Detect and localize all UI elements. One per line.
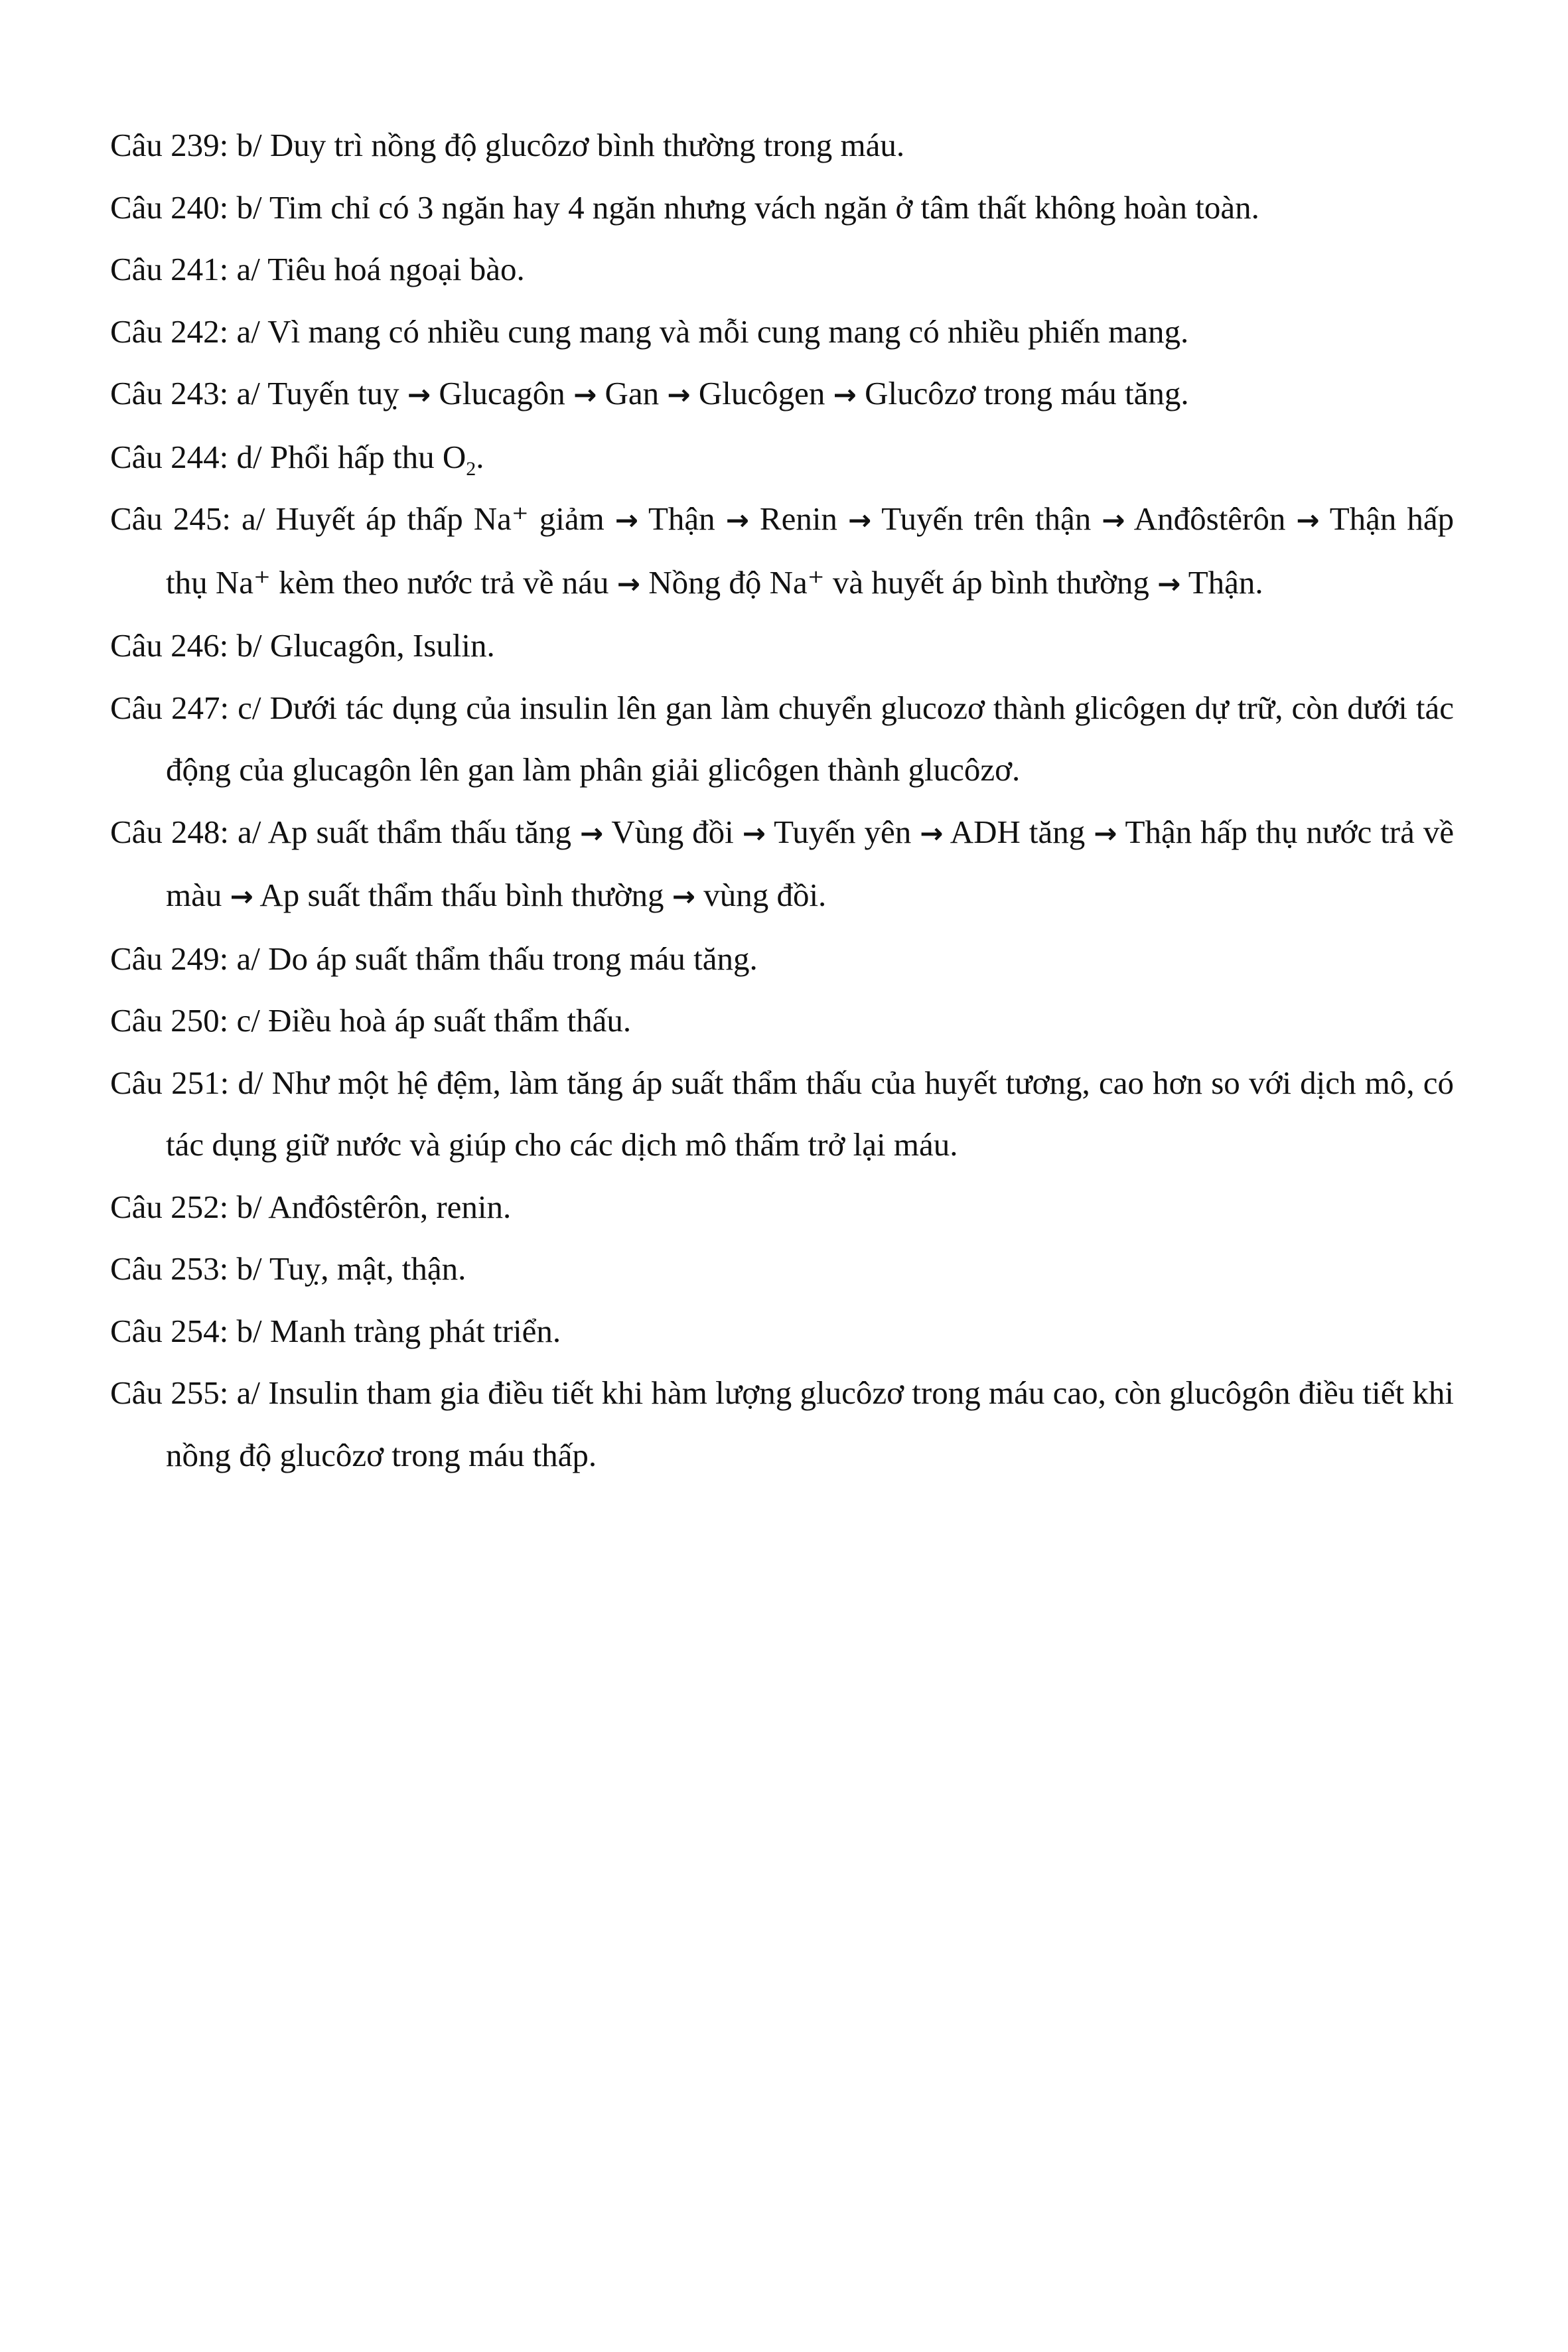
answer-number: Câu 248:: [110, 813, 230, 850]
arrow-icon: →: [616, 567, 640, 600]
answer-number: Câu 246:: [110, 627, 229, 664]
arrow-icon: →: [1102, 504, 1125, 536]
answer-text: b/ Tim chỉ có 3 ngăn hay 4 ngăn nhưng vách ngăn ở tâm thất không hoàn toàn.: [236, 188, 1259, 226]
answer-part: a/ Tuyến tuỵ: [236, 375, 399, 411]
arrow-icon: →: [580, 816, 604, 849]
answer-part: a/ Ap suất thẩm thấu tăng: [238, 813, 572, 850]
answer-text: a/ Insulin tham gia điều tiết khi hàm lượng glucôzơ trong máu cao, còn glucôgôn điều tiết khi nồng độ glucôzơ trong máu thấp.: [166, 1374, 1454, 1473]
answer-part: Gan: [605, 375, 660, 411]
answer-246: [110, 615, 1454, 677]
answer-part: vùng đồi.: [703, 877, 827, 913]
answer-240: [110, 177, 1454, 239]
answer-part: ADH tăng: [950, 813, 1086, 850]
answer-number: Câu 239:: [110, 127, 229, 163]
arrow-icon: →: [1094, 816, 1117, 849]
answer-text: b/ Tuỵ, mật, thận.: [236, 1250, 466, 1287]
answer-list: [110, 114, 1454, 1486]
answer-number: Câu 245:: [110, 500, 232, 537]
arrow-icon: →: [742, 816, 766, 849]
answer-number: Câu 242:: [110, 313, 229, 350]
answer-text: b/ Glucagôn, Isulin.: [236, 627, 495, 664]
answer-244: [110, 426, 1454, 488]
answer-number: Câu 250:: [110, 1002, 229, 1039]
answer-part: Renin: [759, 500, 837, 537]
answer-number: Câu 241:: [110, 251, 229, 287]
answer-248: [110, 801, 1454, 928]
arrow-icon: →: [1296, 504, 1320, 536]
answer-251: [110, 1052, 1454, 1176]
answer-247: [110, 677, 1454, 801]
arrow-icon: →: [407, 378, 431, 411]
answer-number: Câu 252:: [110, 1188, 229, 1225]
answer-text: a/ Tiêu hoá ngoại bào.: [236, 251, 525, 287]
answer-text-main: d/ Phổi hấp thu O: [236, 438, 466, 475]
answer-250: [110, 990, 1454, 1052]
answer-252: [110, 1176, 1454, 1238]
answer-253: [110, 1238, 1454, 1300]
arrow-icon: →: [725, 504, 749, 536]
answer-part: Anđôstêrôn: [1133, 500, 1286, 537]
answer-255: [110, 1362, 1454, 1486]
answer-part: Tuyến yên: [774, 813, 912, 850]
answer-text: [236, 438, 484, 480]
answer-part: Glucôzơ trong máu tăng.: [865, 375, 1189, 411]
arrow-icon: →: [833, 378, 857, 411]
answer-part: Thận: [648, 500, 715, 537]
answer-text: c/ Điều hoà áp suất thẩm thấu.: [236, 1002, 632, 1039]
answer-number: Câu 249:: [110, 940, 229, 977]
answer-part: Thận hấp thụ nước trả về màu: [166, 813, 1455, 913]
answer-part: Glucôgen: [698, 375, 825, 411]
arrow-icon: →: [1157, 567, 1181, 600]
answer-part: Vùng đồi: [611, 813, 734, 850]
arrow-icon: →: [230, 880, 253, 913]
answer-245: [110, 488, 1454, 615]
arrow-icon: →: [573, 378, 597, 411]
answer-number: Câu 244:: [110, 438, 229, 475]
answer-number: Câu 240:: [110, 188, 229, 226]
answer-241: [110, 238, 1454, 301]
answer-part: Glucagôn: [439, 375, 565, 411]
answer-number: Câu 247:: [110, 689, 230, 726]
answer-part: Ap suất thẩm thấu bình thường: [259, 877, 664, 913]
answer-text: a/ Vì mang có nhiều cung mang và mỗi cung mang có nhiều phiến mang.: [236, 313, 1189, 350]
answer-part: Thận hấp thụ Na⁺ kèm theo nước trả về náu: [166, 500, 1455, 601]
arrow-icon: →: [672, 880, 695, 913]
answer-text: b/ Anđôstêrôn, renin.: [236, 1188, 512, 1225]
answer-254: [110, 1300, 1454, 1362]
answer-239: [110, 114, 1454, 177]
answer-text: c/ Dưới tác dụng của insulin lên gan làm chuyển glucozơ thành glicôgen dự trữ, còn dưới tác động của glucagôn lên gan làm phân giải glicôgen thành glucôzơ.: [166, 689, 1455, 788]
answer-text: a/ Do áp suất thẩm thấu trong máu tăng.: [236, 940, 758, 977]
answer-text-end: .: [476, 438, 484, 475]
subscript: 2: [466, 457, 476, 480]
arrow-icon: →: [920, 816, 944, 849]
arrow-icon: →: [614, 504, 638, 536]
arrow-icon: →: [847, 504, 872, 536]
answer-part: a/ Huyết áp thấp Na⁺ giảm: [242, 500, 605, 537]
answer-text: b/ Duy trì nồng độ glucôzơ bình thường trong máu.: [236, 127, 905, 163]
answer-part: Nồng độ Na⁺ và huyết áp bình thường: [648, 563, 1149, 601]
answer-242: [110, 301, 1454, 363]
answer-part: Tuyến trên thận: [881, 500, 1092, 537]
answer-number: Câu 243:: [110, 375, 229, 411]
answer-text: d/ Như một hệ đệm, làm tăng áp suất thẩm thấu của huyết tương, cao hơn so với dịch mô, có tác dụng giữ nước và giúp cho các dịch mô thấm trở lại máu.: [166, 1064, 1454, 1163]
answer-243: [110, 362, 1454, 426]
answer-text: b/ Manh tràng phát triển.: [236, 1312, 561, 1349]
answer-number: Câu 254:: [110, 1312, 229, 1349]
answer-part: Thận.: [1188, 563, 1263, 601]
answer-number: Câu 253:: [110, 1250, 229, 1287]
answer-249: [110, 928, 1454, 990]
answer-number: Câu 255:: [110, 1374, 229, 1411]
answer-number: Câu 251:: [110, 1064, 230, 1101]
arrow-icon: →: [667, 378, 691, 411]
